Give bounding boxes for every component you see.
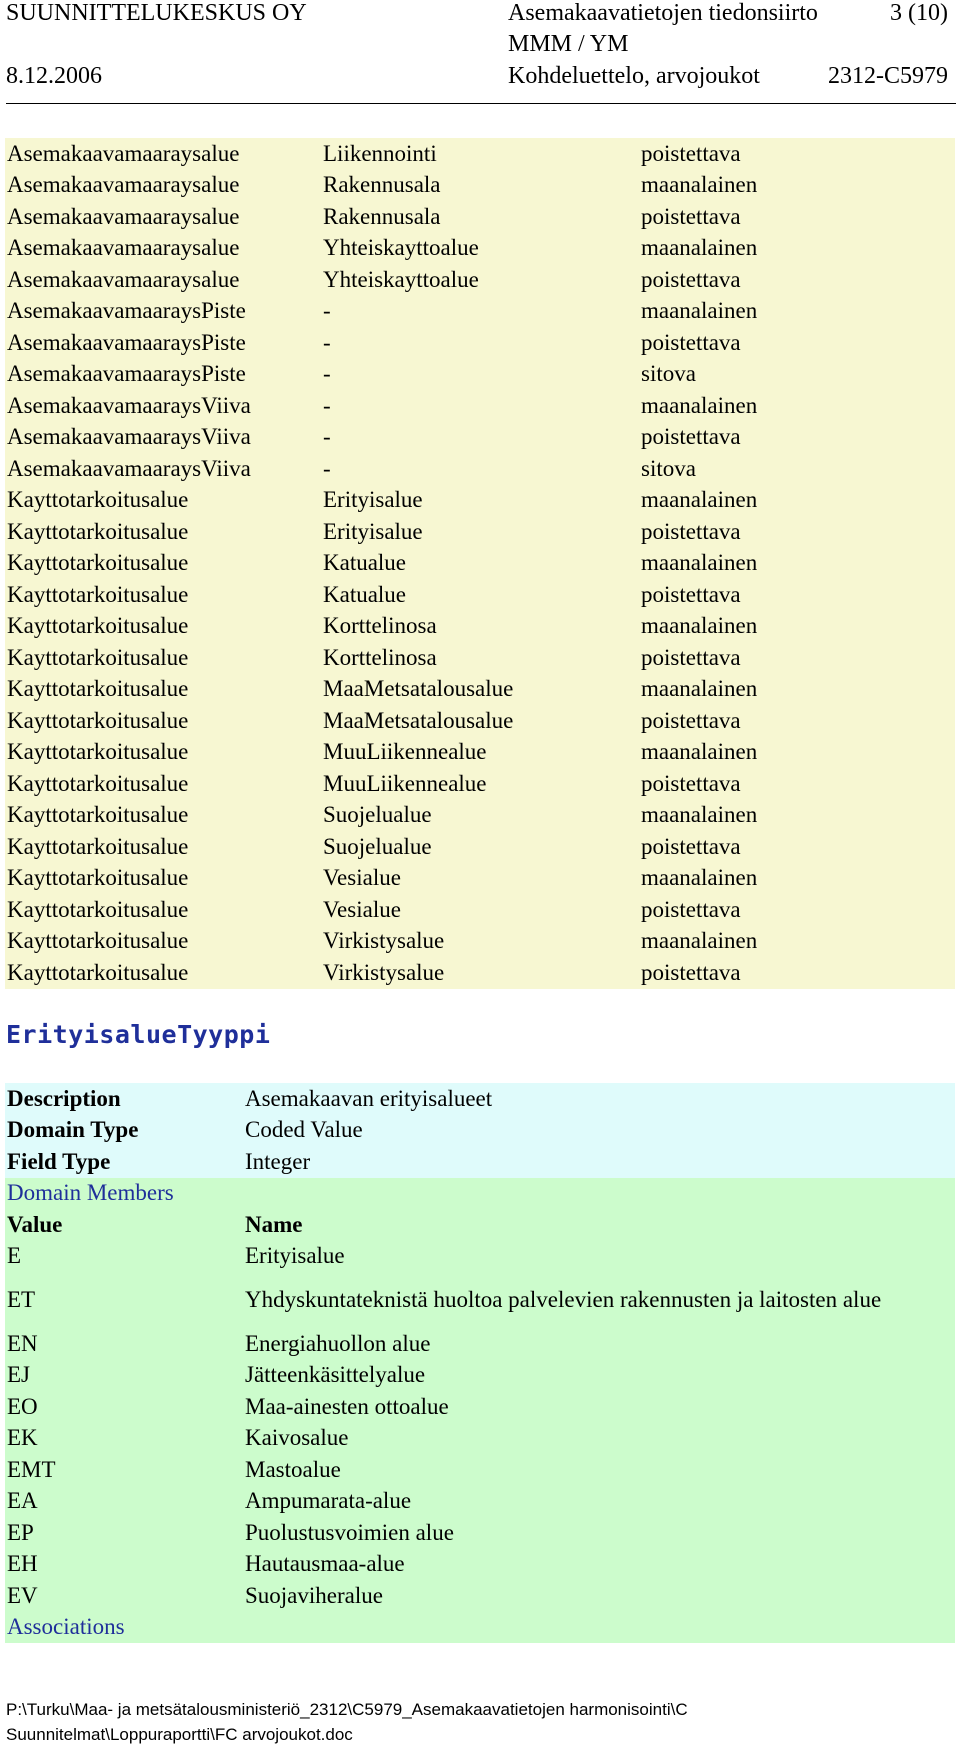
table-cell: Kayttotarkoitusalue [7, 739, 189, 765]
member-name: Puolustusvoimien alue [243, 1517, 955, 1549]
name-column-header: Name [243, 1209, 955, 1241]
table-cell: - [323, 455, 331, 481]
table-cell: sitova [641, 455, 696, 481]
associations-label: Associations [5, 1612, 243, 1644]
member-value: EA [5, 1486, 243, 1518]
table-row [5, 233, 955, 265]
company-name: SUUNNITTELUKESKUS OY [6, 0, 307, 26]
table-cell: AsemakaavamaaraysPiste [7, 361, 246, 387]
table-cell: Kayttotarkoitusalue [7, 581, 189, 607]
domain-member-row [5, 1549, 955, 1581]
member-value: EV [5, 1580, 243, 1612]
table-cell: Korttelinosa [323, 613, 437, 639]
footer-path-line-1: P:\Turku\Maa- ja metsätalousministeriö_2312\C5979_Asemakaavatietojen harmonisointi\C [6, 1700, 688, 1719]
table-row [5, 768, 955, 800]
domain-members-row [5, 1178, 955, 1210]
table-cell: AsemakaavamaaraysViiva [7, 392, 251, 418]
table-cell: Korttelinosa [323, 644, 437, 670]
table-row [5, 894, 955, 926]
table-cell: - [323, 298, 331, 324]
table-cell: Yhteiskayttoalue [323, 266, 479, 292]
table-cell: Asemakaavamaaraysalue [7, 203, 240, 229]
table-cell: poistettava [641, 644, 741, 670]
member-name: Maa-ainesten ottoalue [243, 1391, 955, 1423]
table-cell: Erityisalue [323, 518, 423, 544]
table-cell: sitova [641, 361, 696, 387]
table-row [5, 516, 955, 548]
document-date: 8.12.2006 [6, 63, 102, 89]
table-row [5, 138, 955, 170]
domain-member-row [5, 1391, 955, 1423]
table-row [5, 201, 955, 233]
table-cell: - [323, 392, 331, 418]
document-code: 2312-C5979 [828, 63, 948, 89]
field-type-label: Field Type [5, 1146, 243, 1178]
members-header-row [5, 1209, 955, 1241]
member-name: Suojaviheralue [243, 1580, 955, 1612]
table-cell: Kayttotarkoitusalue [7, 802, 189, 828]
table-row [5, 485, 955, 517]
table-cell: poistettava [641, 770, 741, 796]
description-label: Description [5, 1083, 243, 1115]
table-row [5, 611, 955, 643]
table-cell: poistettava [641, 707, 741, 733]
description-value: Asemakaavan erityisalueet [243, 1083, 955, 1115]
domain-member-row [5, 1272, 955, 1328]
table-row [5, 327, 955, 359]
table-cell: Kayttotarkoitusalue [7, 833, 189, 859]
table-cell: poistettava [641, 329, 741, 355]
table-cell: MuuLiikennealue [323, 739, 487, 765]
table-cell: Kayttotarkoitusalue [7, 928, 189, 954]
table-cell: MaaMetsatalousalue [323, 676, 514, 702]
field-type-value: Integer [243, 1146, 955, 1178]
table-cell: maanalainen [641, 676, 758, 702]
table-cell: Yhteiskayttoalue [323, 235, 479, 261]
table-row [5, 800, 955, 832]
table-cell: maanalainen [641, 550, 758, 576]
member-name: Jätteenkäsittelyalue [243, 1360, 955, 1392]
member-value: EJ [5, 1360, 243, 1392]
table-row [5, 674, 955, 706]
domain-type-label: Domain Type [5, 1115, 243, 1147]
member-value: EP [5, 1517, 243, 1549]
table-cell: Liikennointi [323, 140, 437, 166]
domain-member-row [5, 1328, 955, 1360]
domain-table-body [5, 1083, 955, 1643]
table-row [5, 264, 955, 296]
table-row [5, 831, 955, 863]
table-row [5, 957, 955, 989]
table-cell: Kayttotarkoitusalue [7, 644, 189, 670]
table-row [5, 579, 955, 611]
table-row [5, 359, 955, 391]
member-value: EH [5, 1549, 243, 1581]
table-cell: Suojelualue [323, 833, 432, 859]
table-row [5, 737, 955, 769]
field-type-row [5, 1146, 955, 1178]
domain-table [5, 1083, 955, 1643]
domain-member-row [5, 1454, 955, 1486]
domain-title: ErityisalueTyyppi [6, 1020, 271, 1049]
value-column-header: Value [5, 1209, 243, 1241]
table-row [5, 926, 955, 958]
table-row [5, 422, 955, 454]
table-cell: Virkistysalue [323, 928, 445, 954]
table-cell: Vesialue [323, 896, 401, 922]
table-cell: Rakennusala [323, 203, 441, 229]
table-cell: AsemakaavamaaraysPiste [7, 298, 246, 324]
member-value: E [5, 1241, 243, 1273]
table-cell: Kayttotarkoitusalue [7, 676, 189, 702]
domain-member-row [5, 1580, 955, 1612]
table-cell: Virkistysalue [323, 959, 445, 985]
member-value: EMT [5, 1454, 243, 1486]
table-cell: Rakennusala [323, 172, 441, 198]
member-name: Kaivosalue [243, 1423, 955, 1455]
domain-member-row [5, 1423, 955, 1455]
page-header [6, 0, 956, 104]
table-cell: maanalainen [641, 487, 758, 513]
associations-row [5, 1612, 955, 1644]
values-table [5, 138, 955, 989]
table-cell: poistettava [641, 896, 741, 922]
table-cell: - [323, 361, 331, 387]
table-cell: Asemakaavamaaraysalue [7, 235, 240, 261]
table-cell: maanalainen [641, 802, 758, 828]
table-cell: maanalainen [641, 613, 758, 639]
table-cell: Erityisalue [323, 487, 423, 513]
table-cell: Asemakaavamaaraysalue [7, 172, 240, 198]
table-cell: Kayttotarkoitusalue [7, 707, 189, 733]
table-cell: poistettava [641, 203, 741, 229]
member-name: Yhdyskuntateknistä huoltoa palvelevien rakennusten ja laitosten alue [243, 1272, 955, 1328]
domain-member-row [5, 1517, 955, 1549]
table-row [5, 642, 955, 674]
table-cell: MuuLiikennealue [323, 770, 487, 796]
table-cell: - [323, 329, 331, 355]
domain-type-value: Coded Value [243, 1115, 955, 1147]
domain-member-row [5, 1486, 955, 1518]
member-name: Hautausmaa-alue [243, 1549, 955, 1581]
domain-member-row [5, 1241, 955, 1273]
table-cell: Asemakaavamaaraysalue [7, 266, 240, 292]
table-cell: poistettava [641, 266, 741, 292]
member-name: Ampumarata-alue [243, 1486, 955, 1518]
table-cell: Katualue [323, 581, 407, 607]
table-cell: Kayttotarkoitusalue [7, 550, 189, 576]
table-row [5, 705, 955, 737]
member-value: EN [5, 1328, 243, 1360]
table-row [5, 170, 955, 202]
member-value: ET [5, 1272, 243, 1328]
member-name: Erityisalue [243, 1241, 955, 1273]
table-cell: maanalainen [641, 865, 758, 891]
domain-members-label: Domain Members [5, 1178, 243, 1210]
table-cell: poistettava [641, 424, 741, 450]
description-row [5, 1083, 955, 1115]
table-cell: Kayttotarkoitusalue [7, 959, 189, 985]
table-cell: - [323, 424, 331, 450]
table-cell: maanalainen [641, 392, 758, 418]
member-value: EK [5, 1423, 243, 1455]
table-row [5, 390, 955, 422]
table-cell: Kayttotarkoitusalue [7, 865, 189, 891]
document-subtitle: Kohdeluettelo, arvojoukot [508, 63, 760, 89]
domain-member-row [5, 1360, 955, 1392]
table-cell: Suojelualue [323, 802, 432, 828]
table-cell: Katualue [323, 550, 407, 576]
table-cell: MaaMetsatalousalue [323, 707, 514, 733]
member-value: EO [5, 1391, 243, 1423]
table-cell: poistettava [641, 959, 741, 985]
table-cell: maanalainen [641, 928, 758, 954]
table-cell: AsemakaavamaaraysPiste [7, 329, 246, 355]
page-number: 3 (10) [890, 0, 948, 26]
table-cell: maanalainen [641, 739, 758, 765]
table-cell: AsemakaavamaaraysViiva [7, 455, 251, 481]
table-row [5, 548, 955, 580]
table-cell: Vesialue [323, 865, 401, 891]
table-cell: maanalainen [641, 298, 758, 324]
page-footer [6, 1697, 688, 1747]
table-cell: poistettava [641, 833, 741, 859]
table-row [5, 453, 955, 485]
table-cell: Kayttotarkoitusalue [7, 487, 189, 513]
table-cell: Kayttotarkoitusalue [7, 613, 189, 639]
table-cell: Kayttotarkoitusalue [7, 896, 189, 922]
table-cell: Kayttotarkoitusalue [7, 518, 189, 544]
domain-type-row [5, 1115, 955, 1147]
table-cell: maanalainen [641, 235, 758, 261]
table-row [5, 296, 955, 328]
footer-path-line-2: Suunnitelmat\Loppuraportti\FC arvojoukot.doc [6, 1725, 353, 1744]
table-cell: poistettava [641, 140, 741, 166]
table-cell: maanalainen [641, 172, 758, 198]
table-cell: Kayttotarkoitusalue [7, 770, 189, 796]
document-title: Asemakaavatietojen tiedonsiirto [508, 0, 818, 26]
department: MMM / YM [508, 31, 629, 57]
table-row [5, 863, 955, 895]
table-cell: poistettava [641, 518, 741, 544]
table-cell: AsemakaavamaaraysViiva [7, 424, 251, 450]
table-cell: Asemakaavamaaraysalue [7, 140, 240, 166]
values-table-body [5, 138, 955, 989]
member-name: Mastoalue [243, 1454, 955, 1486]
member-name: Energiahuollon alue [243, 1328, 955, 1360]
table-cell: poistettava [641, 581, 741, 607]
